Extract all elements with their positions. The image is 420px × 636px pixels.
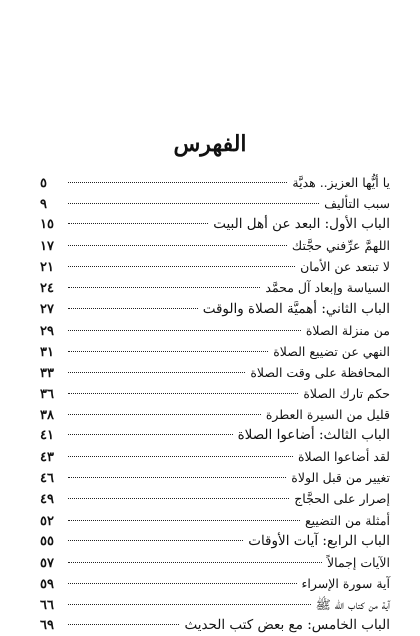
toc-entry-label: الباب الرابع: آيات الأوقات [248,532,390,549]
dot-leader [68,582,297,584]
toc-entry [40,320,390,341]
dot-leader [68,307,198,309]
toc-entry [40,594,390,615]
dot-leader [68,476,286,478]
toc-entry-page-number: ٥٢ [40,513,54,529]
toc-entry [40,573,390,594]
toc-entry-label: تغيير من قبل الولاة [291,470,390,486]
toc-entry-label: لا تبتعد عن الأمان [300,259,390,275]
toc-entry [40,193,390,214]
dot-leader [68,392,298,394]
toc-entry-page-number: ٤١ [40,428,54,444]
toc-entry-label: الباب الثاني: أهميَّة الصلاة والوقت [202,300,390,317]
toc-entry [40,299,390,320]
toc-entry-page-number: ٥٩ [40,576,54,592]
toc-entry-page-number: ٤٩ [40,492,54,508]
dot-leader [68,561,322,563]
toc-entry-label: آية من كتاب الله ﷺ [315,596,390,612]
toc-entry-page-number: ١٧ [40,239,54,255]
toc-entry [40,531,390,552]
toc-entry-page-number: ٦٩ [40,617,54,633]
toc-entry [40,615,390,636]
toc-entry [40,341,390,362]
toc-entry-page-number: ٣١ [40,344,54,360]
toc-entry-label: حكم تارك الصلاة [303,385,390,401]
toc-entry [40,277,390,298]
toc-entry-page-number: ٥٧ [40,555,54,571]
dot-leader [68,202,319,204]
dot-leader [68,623,179,625]
toc-entry [40,256,390,277]
toc-entry [40,488,390,509]
toc-entry-page-number: ٣٦ [40,386,54,402]
toc-entry [40,467,390,488]
toc-entry-label: يا أيُّها العزيز.. هديَّة [292,175,390,190]
toc-entry-label: إصرار على الحجَّاج [294,491,390,507]
dot-leader [68,181,287,183]
dot-leader [68,433,233,435]
toc-entry-page-number: ٤٣ [40,450,54,466]
toc-entry-label: النهي عن تضييع الصلاة [273,343,390,359]
toc-entry-label: الآيات إجمالاً [327,554,390,570]
toc-entry-page-number: ٥ [40,176,47,191]
toc-entry-page-number: ١٥ [40,217,54,233]
dot-leader [68,286,260,288]
dot-leader [68,497,289,499]
toc-list [40,172,390,636]
toc-entry-label: آية سورة الإسراء [301,575,390,591]
dot-leader [68,329,301,331]
toc-entry-label: سبب التأليف [324,196,390,212]
toc-entry-page-number: ٢٩ [40,323,54,339]
toc-entry [40,383,390,404]
dot-leader [68,539,243,541]
toc-entry-label: اللهمَّ عرِّفني حجَّتك [291,238,390,254]
toc-entry [40,214,390,235]
toc-entry-label: الباب الخامس: مع بعض كتب الحديث [184,616,390,633]
dot-leader [68,244,287,246]
toc-entry-page-number: ٣٣ [40,365,54,381]
toc-entry-page-number: ٤٦ [40,471,54,487]
toc-entry-page-number: ٦٦ [40,597,54,613]
toc-entry-page-number: ٢٤ [40,281,54,297]
dot-leader [68,222,208,224]
toc-entry [40,552,390,573]
dot-leader [68,265,295,267]
toc-entry [40,446,390,467]
dot-leader [68,350,268,352]
toc-entry-label: المحافظة على وقت الصلاة [250,364,390,380]
toc-entry [40,362,390,383]
toc-entry-page-number: ٢١ [40,260,54,276]
toc-entry [40,172,390,193]
toc-entry [40,510,390,531]
toc-entry [40,235,390,256]
toc-entry-page-number: ٥٥ [40,533,54,549]
toc-entry-label: قليل من السيرة العطرة [265,407,390,423]
dot-leader [68,455,293,457]
toc-entry-page-number: ٣٨ [40,408,54,424]
toc-entry [40,404,390,425]
page-title: الفهرس [173,131,247,157]
dot-leader [68,413,261,415]
toc-entry-label: الباب الثالث: أضاعوا الصلاة [237,427,390,444]
toc-entry-page-number: ٢٧ [40,301,54,317]
dot-leader [68,603,311,605]
toc-entry-label: الباب الأول: البعد عن أهل البيت [213,216,390,233]
dot-leader [68,519,300,521]
toc-entry-label: لقد أضاعوا الصلاة [297,449,390,465]
toc-entry-label: من منزلة الصلاة [305,322,390,338]
toc-entry-page-number: ٩ [40,197,47,213]
dot-leader [68,371,245,373]
toc-entry [40,425,390,446]
toc-entry-label: السياسة وإبعاد آل محمَّد [265,280,390,296]
toc-entry-label: أمثلة من التضييع [304,512,390,528]
